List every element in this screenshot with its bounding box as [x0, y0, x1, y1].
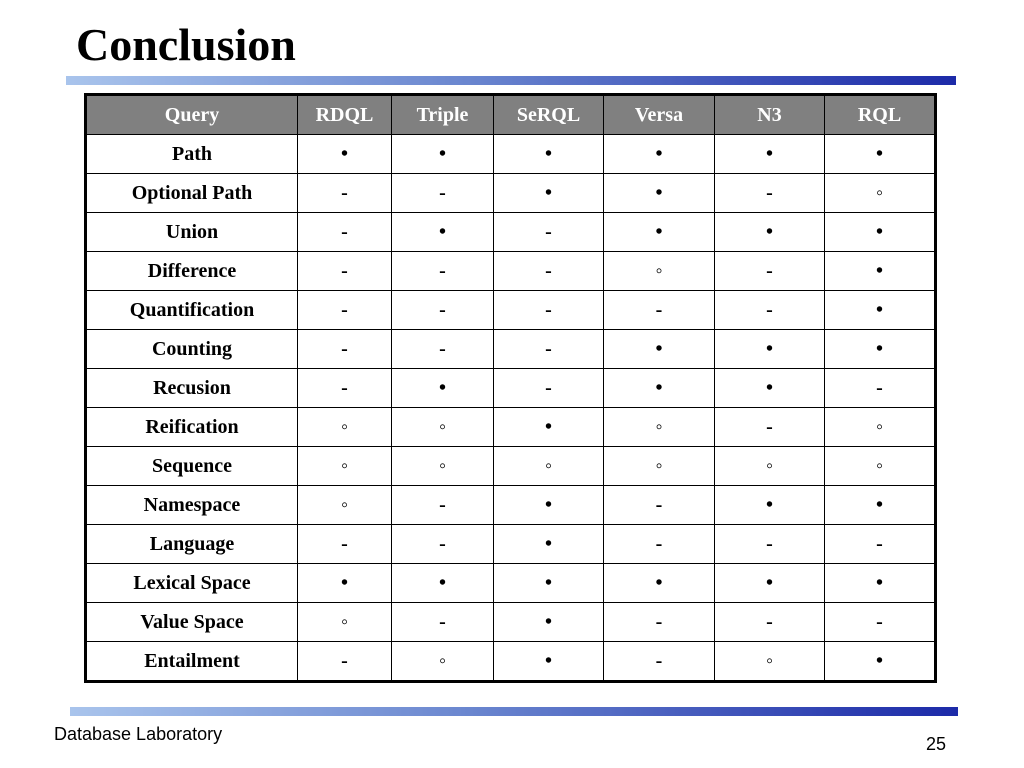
footer-organization: Database Laboratory	[54, 724, 223, 744]
row-label: Lexical Space	[86, 564, 298, 603]
support-cell: -	[392, 174, 494, 213]
title-divider	[66, 76, 956, 85]
support-cell: ◦	[825, 408, 936, 447]
support-cell: -	[715, 408, 825, 447]
row-label: Recusion	[86, 369, 298, 408]
support-cell: -	[604, 486, 715, 525]
support-cell: ◦	[298, 447, 392, 486]
header-versa: Versa	[604, 95, 715, 135]
support-cell: •	[825, 330, 936, 369]
support-cell: ◦	[604, 408, 715, 447]
support-cell: •	[604, 369, 715, 408]
support-cell: •	[392, 564, 494, 603]
header-rql: RQL	[825, 95, 936, 135]
support-cell: -	[392, 330, 494, 369]
support-cell: •	[392, 135, 494, 174]
support-cell: •	[715, 213, 825, 252]
support-cell: -	[825, 369, 936, 408]
support-cell: -	[604, 291, 715, 330]
support-cell: -	[298, 330, 392, 369]
support-cell: -	[392, 486, 494, 525]
support-cell: •	[825, 135, 936, 174]
support-cell: -	[392, 291, 494, 330]
support-cell: •	[494, 486, 604, 525]
slide-title: Conclusion	[76, 19, 296, 70]
support-cell: -	[494, 369, 604, 408]
table-row	[86, 642, 936, 682]
support-cell: -	[715, 174, 825, 213]
support-cell: •	[604, 174, 715, 213]
support-cell: •	[298, 564, 392, 603]
header-rdql: RDQL	[298, 95, 392, 135]
support-cell: •	[825, 642, 936, 682]
support-cell: -	[298, 213, 392, 252]
support-cell: •	[715, 135, 825, 174]
support-cell: •	[825, 213, 936, 252]
table-row	[86, 369, 936, 408]
support-cell: •	[494, 564, 604, 603]
table-header-row	[86, 95, 936, 135]
support-cell: •	[392, 369, 494, 408]
support-cell: ◦	[825, 174, 936, 213]
table-row	[86, 486, 936, 525]
support-cell: -	[392, 252, 494, 291]
support-cell: •	[715, 486, 825, 525]
support-cell: ◦	[715, 447, 825, 486]
table-row	[86, 603, 936, 642]
header-serql: SeRQL	[494, 95, 604, 135]
support-cell: -	[392, 525, 494, 564]
support-cell: ◦	[392, 447, 494, 486]
support-cell: -	[298, 174, 392, 213]
support-cell: -	[494, 213, 604, 252]
table-row	[86, 213, 936, 252]
support-cell: •	[298, 135, 392, 174]
support-cell: •	[494, 174, 604, 213]
table-row	[86, 135, 936, 174]
support-cell: -	[715, 603, 825, 642]
row-label: Union	[86, 213, 298, 252]
support-cell: -	[715, 291, 825, 330]
support-cell: •	[494, 408, 604, 447]
row-label: Quantification	[86, 291, 298, 330]
support-cell: •	[715, 330, 825, 369]
header-query: Query	[86, 95, 298, 135]
support-cell: ◦	[392, 408, 494, 447]
support-cell: -	[298, 291, 392, 330]
support-cell: -	[825, 603, 936, 642]
support-cell: •	[604, 213, 715, 252]
table-row	[86, 291, 936, 330]
support-cell: ◦	[298, 603, 392, 642]
support-cell: •	[392, 213, 494, 252]
support-cell: ◦	[715, 642, 825, 682]
support-cell: •	[494, 642, 604, 682]
support-cell: -	[604, 642, 715, 682]
query-language-comparison-table	[84, 93, 937, 683]
support-cell: •	[825, 486, 936, 525]
table-row	[86, 408, 936, 447]
support-cell: ◦	[604, 447, 715, 486]
row-label: Value Space	[86, 603, 298, 642]
comparison-table-container	[84, 93, 937, 683]
support-cell: -	[494, 252, 604, 291]
support-cell: ◦	[604, 252, 715, 291]
support-cell: ◦	[298, 486, 392, 525]
table-row	[86, 525, 936, 564]
table-row	[86, 564, 936, 603]
header-n3: N3	[715, 95, 825, 135]
row-label: Path	[86, 135, 298, 174]
support-cell: -	[298, 525, 392, 564]
support-cell: •	[494, 525, 604, 564]
support-cell: •	[604, 330, 715, 369]
row-label: Entailment	[86, 642, 298, 682]
support-cell: -	[715, 252, 825, 291]
row-label: Difference	[86, 252, 298, 291]
support-cell: -	[494, 291, 604, 330]
row-label: Sequence	[86, 447, 298, 486]
support-cell: ◦	[298, 408, 392, 447]
support-cell: •	[715, 369, 825, 408]
support-cell: •	[494, 135, 604, 174]
support-cell: -	[298, 252, 392, 291]
page-number: 25	[925, 734, 946, 754]
support-cell: ◦	[494, 447, 604, 486]
row-label: Counting	[86, 330, 298, 369]
table-row	[86, 252, 936, 291]
support-cell: •	[604, 135, 715, 174]
support-cell: •	[494, 603, 604, 642]
table-row	[86, 330, 936, 369]
support-cell: •	[604, 564, 715, 603]
footer-divider	[70, 707, 958, 716]
support-cell: -	[298, 369, 392, 408]
row-label: Namespace	[86, 486, 298, 525]
support-cell: •	[825, 291, 936, 330]
support-cell: -	[298, 642, 392, 682]
row-label: Language	[86, 525, 298, 564]
support-cell: •	[825, 252, 936, 291]
support-cell: -	[715, 525, 825, 564]
support-cell: -	[604, 603, 715, 642]
table-row	[86, 447, 936, 486]
row-label: Reification	[86, 408, 298, 447]
support-cell: ◦	[392, 642, 494, 682]
row-label: Optional Path	[86, 174, 298, 213]
support-cell: ◦	[825, 447, 936, 486]
support-cell: -	[392, 603, 494, 642]
header-triple: Triple	[392, 95, 494, 135]
support-cell: •	[825, 564, 936, 603]
support-cell: -	[825, 525, 936, 564]
support-cell: -	[604, 525, 715, 564]
support-cell: •	[715, 564, 825, 603]
table-row	[86, 174, 936, 213]
support-cell: -	[494, 330, 604, 369]
